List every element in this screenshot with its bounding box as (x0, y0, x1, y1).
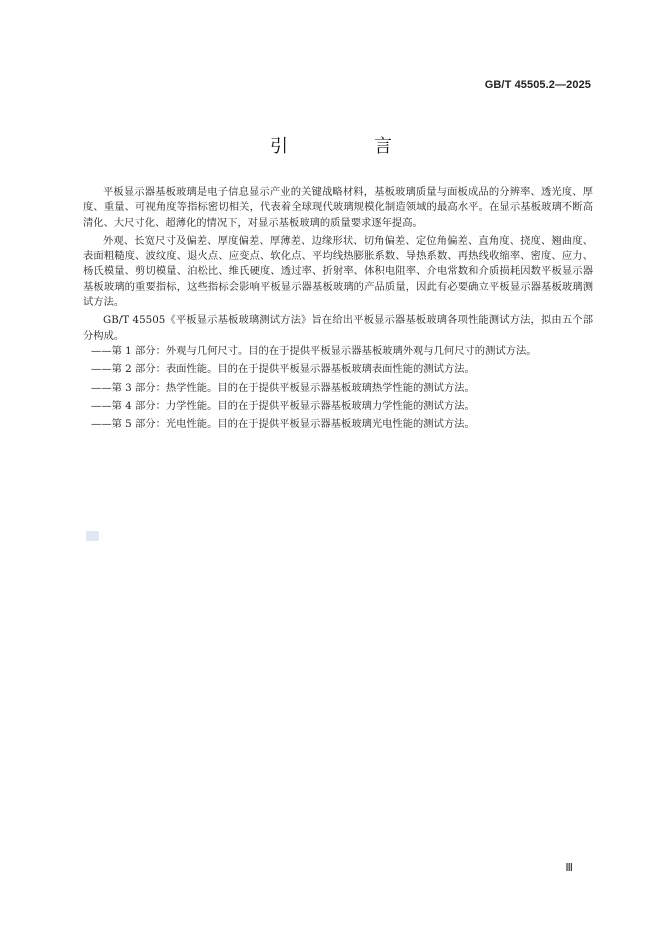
list-item: ——第 1 部分：外观与几何尺寸。目的在于提供平板显示器基板玻璃外观与几何尺寸的测试方法。 (91, 344, 537, 357)
page-title: 引 言 (270, 136, 426, 157)
introduction-body (83, 185, 593, 435)
list-item: ——第 4 部分：力学性能。目的在于提供平板显示器基板玻璃力学性能的测试方法。 (91, 399, 475, 412)
paragraph: GB/T 45505《平板显示基板玻璃测试方法》旨在给出平板显示器基板玻璃各项性能测试方法，拟由五个部分构成。 (83, 314, 593, 342)
paragraph: 外观、长宽尺寸及偏差、厚度偏差、厚薄差、边缘形状、切角偏差、定位角偏差、直角度、挠度、翘曲度、表面粗糙度、波纹度、退火点、应变点、软化点、平均线热膨胀系数、导热系数、再热线收缩率、密度、应力、杨氏模量、剪切模量、泊松比、维氏硬度、透过率、折射率、体积电阻率、介电常数和介质损耗因数平板显示器基板玻璃的重要指标，这些指标会影响平板显示器基板玻璃的产品质量，因此有必要确立平板显示器基板玻璃测试方法。 (83, 234, 593, 309)
standard-code: GB/T 45505.2—2025 (484, 79, 591, 91)
parts-list (83, 344, 593, 432)
list-item: ——第 5 部分：光电性能。目的在于提供平板显示器基板玻璃光电性能的测试方法。 (91, 418, 475, 431)
watermark-mark (86, 531, 99, 541)
list-item: ——第 2 部分：表面性能。目的在于提供平板显示器基板玻璃表面性能的测试方法。 (91, 363, 475, 376)
list-item: ——第 3 部分：热学性能。目的在于提供平板显示器基板玻璃热学性能的测试方法。 (91, 381, 475, 394)
paragraph: 平板显示器基板玻璃是电子信息显示产业的关键战略材料，基板玻璃质量与面板成品的分辨率、透光度、厚度、重量、可视角度等指标密切相关，代表着全球现代玻璃规模化制造领域的最高水平。在显示基板玻璃不断高清化、大尺寸化、超薄化的情况下，对显示基板玻璃的质量要求逐年提高。 (83, 186, 593, 229)
page-number: Ⅲ (565, 862, 573, 874)
